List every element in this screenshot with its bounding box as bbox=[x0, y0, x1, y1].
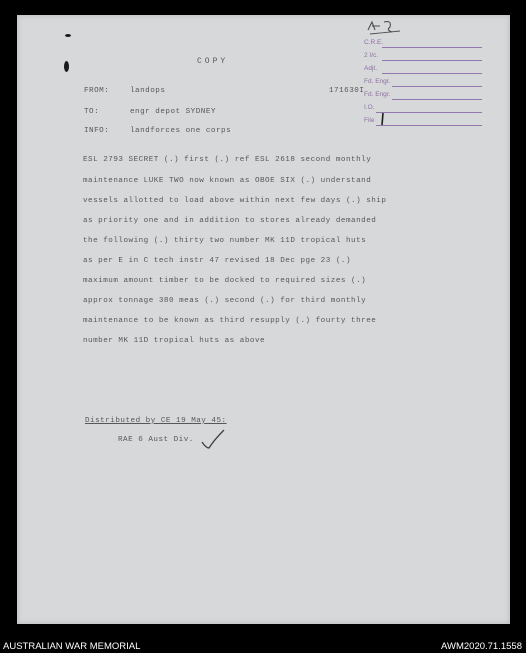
message-line: maintenance to be known as third resupply (.) fourty three bbox=[83, 317, 377, 325]
to-value: engr depot SYDNEY bbox=[130, 108, 216, 116]
footer-institution: AUSTRALIAN WAR MEMORIAL bbox=[3, 641, 141, 652]
rae-recipient: RAE 6 Aust Div. bbox=[118, 436, 194, 444]
tick-mark-icon bbox=[200, 428, 226, 450]
document-page bbox=[17, 15, 510, 624]
message-line: maintenance LUKE TWO now known as OBOE SIX (.) understand bbox=[83, 177, 372, 185]
info-label: INFO: bbox=[84, 127, 110, 135]
from-label: FROM: bbox=[84, 87, 110, 95]
stamp-item: Fd. Engr. bbox=[364, 91, 391, 98]
message-line: maximum amount timber to be docked to required sizes (.) bbox=[83, 277, 367, 285]
stamp-item: 2 I/c. bbox=[364, 52, 379, 59]
stamp-item: Adjt. bbox=[364, 65, 378, 72]
info-value: landforces one corps bbox=[130, 127, 232, 135]
stamp-item: File bbox=[364, 117, 375, 124]
from-value: landops bbox=[130, 87, 166, 95]
date-time-group: 171630I bbox=[329, 87, 365, 95]
stamp-item: I.O. bbox=[364, 104, 375, 111]
to-label: TO: bbox=[84, 108, 100, 116]
message-line: number MK 11D tropical huts as above bbox=[83, 337, 266, 345]
message-line: ESL 2793 SECRET (.) first (.) ref ESL 2618 second monthly bbox=[83, 156, 372, 164]
footer-accession-number: AWM2020.71.1558 bbox=[441, 641, 522, 652]
message-line: as per E in C tech instr 47 revised 18 Dec pge 23 (.) bbox=[83, 257, 352, 265]
hole-punch-mark bbox=[64, 61, 69, 72]
stamp-item: C.R.E. bbox=[364, 39, 384, 46]
message-line: the following (.) thirty two number MK 11D tropical huts bbox=[83, 237, 367, 245]
message-line: approx tonnage 380 meas (.) second (.) for third monthly bbox=[83, 297, 367, 305]
handwritten-initial bbox=[366, 18, 406, 36]
copy-heading: COPY bbox=[197, 57, 229, 66]
hole-punch-mark bbox=[65, 34, 71, 37]
message-line: vessels allotted to load above within next few days (.) ship bbox=[83, 197, 387, 205]
message-line: as priority one and in addition to stores already demanded bbox=[83, 217, 377, 225]
stamp-check-mark bbox=[379, 111, 387, 127]
distribution-note: Distributed by CE 19 May 45: bbox=[85, 417, 227, 425]
stamp-item: Fd. Engr. bbox=[364, 78, 391, 85]
routing-stamp bbox=[362, 35, 492, 135]
